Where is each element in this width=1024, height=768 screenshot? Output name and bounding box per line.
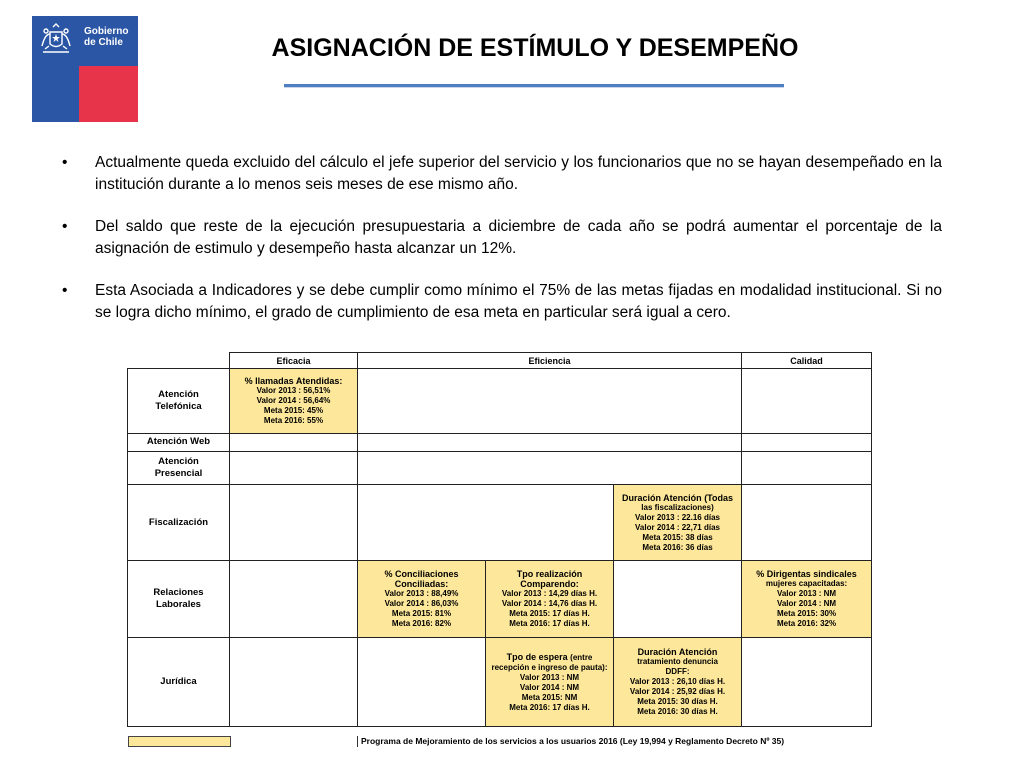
row-label-laborales: Relaciones Laborales [128, 561, 230, 638]
bullet-text: Del saldo que reste de la ejecución presupuestaria a diciembre de cada año se podrá aumentar el porcentaje de la asignación de estimulo y desempeño hasta alcanzar un 12%. [95, 218, 942, 257]
header-calidad: Calidad [742, 353, 872, 369]
table-row [128, 484, 872, 561]
gobierno-de-chile-logo [32, 16, 138, 122]
bullet-icon: • [62, 218, 68, 235]
indicators-table [127, 352, 871, 727]
cell-llamadas-atendidas: % llamadas Atendidas: Valor 2013 : 56,51% Valor 2014 : 56,64% Meta 2015: 45% Meta 2016: 55% [230, 369, 358, 434]
table-row [128, 451, 872, 484]
row-label-telefonica: Atención Telefónica [128, 369, 230, 434]
bullet-icon: • [62, 282, 68, 299]
slide-title: ASIGNACIÓN DE ESTÍMULO Y DESEMPEÑO [271, 34, 799, 62]
coat-of-arms-icon [37, 22, 75, 58]
bullet-icon: • [62, 154, 68, 171]
row-label-presencial: Atención Presencial [128, 451, 230, 484]
logo-text-line2: de Chile [84, 37, 123, 48]
cell-duracion-ddff: Duración Atención tratamiento denuncia DDFF: Valor 2013 : 26,10 días H. Valor 2014 : 25,92 días H. Meta 2015: 30 días H. Meta 2016: 30 días H. [614, 638, 742, 727]
bullet-item [62, 152, 942, 196]
bullet-list [62, 152, 942, 344]
bullet-item [62, 216, 942, 260]
row-label-juridica: Jurídica [128, 638, 230, 727]
cell-conciliaciones: % Conciliaciones Conciliadas: Valor 2013 : 88,49% Valor 2014 : 86,03% Meta 2015: 81% Meta 2016: 82% [358, 561, 486, 638]
cell-tpo-realizacion: Tpo realización Comparendo: Valor 2013 : 14,29 días H. Valor 2014 : 14,76 días H. Meta 2015: 17 días H. Meta 2016: 17 días H. [486, 561, 614, 638]
bullet-item [62, 280, 942, 324]
table-row [128, 433, 872, 451]
table-row [128, 369, 872, 434]
bullet-text: Actualmente queda excluido del cálculo el jefe superior del servicio y los funcionarios que no se hayan desempeñado en la institución durante a lo menos seis meses de ese mismo año. [95, 154, 942, 193]
title-underline [284, 84, 784, 88]
header-eficacia: Eficacia [230, 353, 358, 369]
header-eficiencia: Eficiencia [358, 353, 742, 369]
table-row [128, 561, 872, 638]
row-label-web: Atención Web [128, 433, 230, 451]
bullet-text: Esta Asociada a Indicadores y se debe cumplir como mínimo el 75% de las metas fijadas en modalidad institucional. Si no se logra dicho mínimo, el grado de cumplimiento de esa meta en particular será igual a cero. [95, 282, 942, 321]
row-label-fiscalizacion: Fiscalización [128, 484, 230, 561]
legend-text: Programa de Mejoramiento de los servicios a los usuarios 2016 (Ley 19,994 y Reglamento Decreto Nº 35) [357, 736, 784, 747]
legend-swatch [128, 736, 231, 747]
table-row [128, 638, 872, 727]
cell-duracion-fiscalizaciones: Duración Atención (Todas las fiscalizaciones) Valor 2013 : 22.16 días Valor 2014 : 22,71 días Meta 2015: 38 días Meta 2016: 36 días [614, 484, 742, 561]
cell-tpo-espera: Tpo de espera (entre recepción e ingreso de pauta): Valor 2013 : NM Valor 2014 : NM Meta 2015: NM Meta 2016: 17 días H. [486, 638, 614, 727]
cell-dirigentas-sindicales: % Dirigentas sindicales mujeres capacitadas: Valor 2013 : NM Valor 2014 : NM Meta 2015: 30% Meta 2016: 32% [742, 561, 872, 638]
logo-text-line1: Gobierno [84, 26, 129, 37]
